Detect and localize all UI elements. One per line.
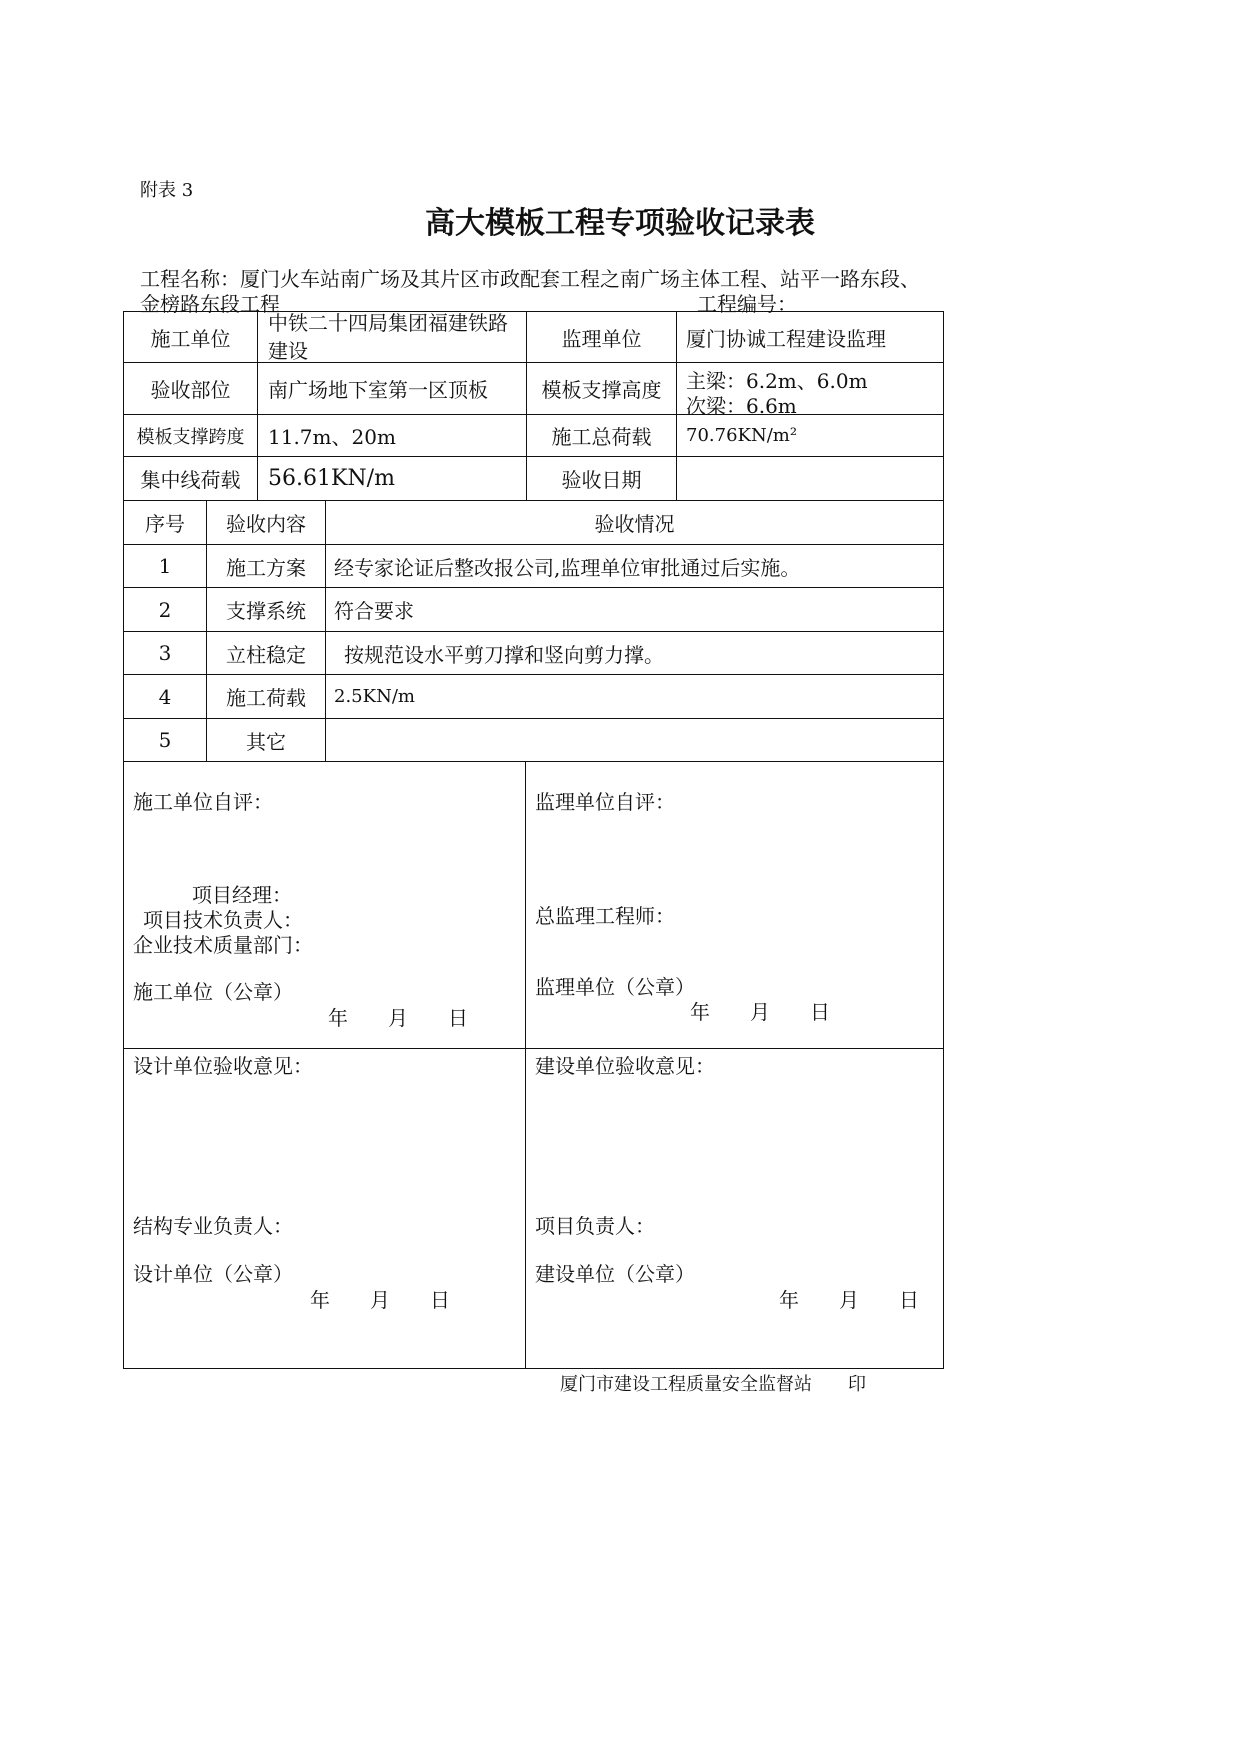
item-no: 2 — [158, 597, 172, 622]
construction-unit-label: 施工单位 — [150, 326, 231, 351]
item-content: 施工方案 — [226, 555, 306, 580]
line-load-value: 56.61KN/m — [268, 466, 395, 491]
item-no: 3 — [158, 641, 172, 665]
project-manager-label: 项目经理： — [192, 883, 292, 907]
table-rule — [525, 761, 526, 1368]
owner-opinion-heading: 建设单位验收意见： — [535, 1054, 715, 1078]
construction-unit-value: 中铁二十四局集团福建铁路建设 — [268, 311, 508, 363]
supervision-unit-label: 监理单位 — [561, 326, 642, 351]
item-no: 1 — [158, 554, 172, 578]
item-status: 符合要求 — [334, 599, 414, 623]
acceptance-part-value: 南广场地下室第一区顶板 — [268, 378, 488, 402]
design-seal-label: 设计单位（公章） — [133, 1262, 293, 1286]
supervision-unit-value: 厦门协诚工程建设监理 — [686, 326, 886, 351]
acceptance-date-label: 验收日期 — [561, 468, 642, 492]
project-name-line2: 金榜路东段工程 — [140, 292, 280, 316]
support-span-value: 11.7m、20m — [268, 425, 396, 449]
tech-lead-label: 项目技术负责人： — [143, 908, 303, 932]
item-content: 施工荷载 — [226, 686, 306, 710]
supervision-date: 年 月 日 — [690, 1000, 830, 1024]
table-rule — [257, 311, 258, 500]
table-rule — [123, 761, 944, 762]
footer-issuer: 厦门市建设工程质量安全监督站 印 — [560, 1374, 866, 1395]
structure-lead-label: 结构专业负责人： — [133, 1214, 293, 1238]
supervision-seal-label: 监理单位（公章） — [535, 975, 695, 999]
design-opinion-heading: 设计单位验收意见： — [133, 1054, 313, 1078]
owner-date: 年 月 日 — [779, 1288, 919, 1312]
project-lead-label: 项目负责人： — [535, 1214, 655, 1238]
support-height-main: 主梁：6.2m、6.0m — [686, 369, 868, 393]
item-status — [334, 719, 934, 761]
construction-seal-label: 施工单位（公章） — [133, 980, 293, 1004]
chief-engineer-label: 总监理工程师： — [535, 904, 675, 928]
item-content: 立柱稳定 — [226, 642, 306, 667]
acceptance-part-label: 验收部位 — [150, 378, 231, 402]
acceptance-date-value — [686, 457, 942, 500]
supervision-self-eval-heading: 监理单位自评： — [535, 790, 675, 814]
item-no: 5 — [158, 728, 172, 752]
support-height-secondary: 次梁：6.6m — [686, 394, 797, 418]
items-header-status: 验收情况 — [594, 512, 675, 536]
total-load-label: 施工总荷载 — [551, 425, 652, 449]
table-border-right — [943, 311, 944, 1368]
items-header-content: 验收内容 — [226, 512, 306, 536]
item-no: 4 — [158, 684, 172, 709]
support-height-label: 模板支撑高度 — [541, 378, 662, 402]
construction-date: 年 月 日 — [328, 1006, 468, 1030]
table-rule — [123, 1048, 944, 1049]
appendix-label: 附表 3 — [140, 180, 194, 201]
design-date: 年 月 日 — [310, 1288, 450, 1312]
support-span-label: 模板支撑跨度 — [136, 426, 245, 448]
quality-dept-label: 企业技术质量部门： — [133, 933, 313, 957]
item-status: 按规范设水平剪刀撑和竖向剪力撑。 — [344, 642, 664, 667]
item-content: 支撑系统 — [226, 599, 306, 623]
project-name-line1: 工程名称：厦门火车站南广场及其片区市政配套工程之南广场主体工程、站平一路东段、 — [140, 267, 920, 291]
item-status: 2.5KN/m — [334, 686, 415, 707]
table-border-bottom — [123, 1368, 944, 1369]
total-load-value: 70.76KN/m² — [686, 425, 798, 446]
item-status: 经专家论证后整改报公司,监理单位审批通过后实施。 — [334, 555, 801, 580]
page-title: 高大模板工程专项验收记录表 — [425, 206, 815, 241]
table-rule — [676, 311, 677, 500]
construction-self-eval-heading: 施工单位自评： — [133, 790, 273, 814]
line-load-label: 集中线荷载 — [140, 468, 241, 492]
item-content: 其它 — [246, 729, 286, 754]
owner-seal-label: 建设单位（公章） — [535, 1262, 695, 1286]
items-header-no: 序号 — [145, 512, 185, 536]
project-code-label: 工程编号： — [697, 292, 797, 316]
